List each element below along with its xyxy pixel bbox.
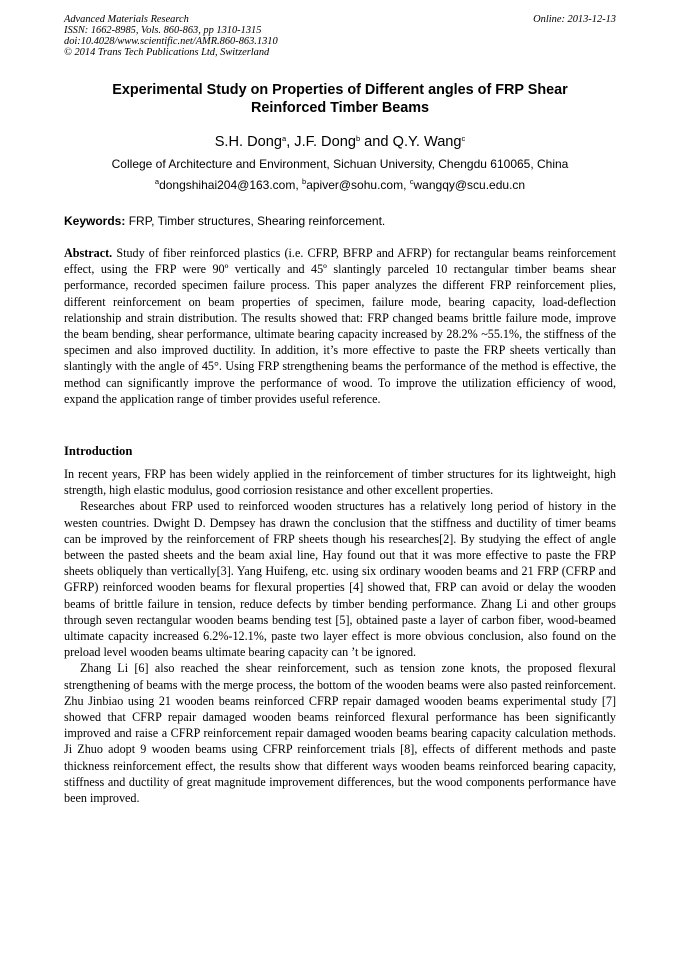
author-2: J.F. Dong <box>294 134 356 150</box>
author-separator: and <box>360 134 393 150</box>
email-1[interactable]: dongshihai204@163.com <box>159 178 296 192</box>
keywords <box>64 214 616 229</box>
email-separator: , <box>295 178 303 192</box>
email-list <box>64 178 616 193</box>
doi-line[interactable]: doi:10.4028/www.scientific.net/AMR.860-863.1310 <box>64 36 278 47</box>
abstract-label: Abstract. <box>64 246 113 260</box>
issn-line: ISSN: 1662-8985, Vols. 860-863, pp 1310-1315 <box>64 25 262 36</box>
email-2[interactable]: apiver@sohu.com <box>306 178 404 192</box>
author-3: Q.Y. Wang <box>392 134 462 150</box>
online-date: Online: 2013-12-13 <box>533 14 616 25</box>
copyright-line: © 2014 Trans Tech Publications Ltd, Switzerland <box>64 47 270 58</box>
paper-title <box>64 81 616 117</box>
email-separator: , <box>403 178 410 192</box>
author-separator: , <box>286 134 295 150</box>
email-3[interactable]: wangqy@scu.edu.cn <box>413 178 526 192</box>
title-line-2: Reinforced Timber Beams <box>250 100 430 116</box>
email-3-mark: c <box>409 177 414 186</box>
journal-name: Advanced Materials Research <box>64 14 189 25</box>
author-2-affil-mark: b <box>355 134 361 143</box>
affiliation: College of Architecture and Environment, Sichuan University, Chengdu 610065, China <box>111 157 569 171</box>
paragraph: Researches about FRP used to reinforced wooden structures has a relatively long period of history in the westen countries. Dwight D. Dempsey has drawn the conclusion that the stiffness and ductility of timer beams can be improved by the reinforcement of FRP sheets though his researches[2]. By studying the effect of angle between the pasted sheets and the beam axial line, Hay found out that it was more effective to paste the FRP sheets obliquely than vertically[3]. Yang Huifeng, etc. using six ordinary wooden beams and 21 FRP (CFRP and GFRP) reinforced wooden beams for flexural properties [4] showed that, FRP can avoid or delay the wooden beams of brittle failure in tension, reduce defects by timber bending performance. Zhang Li and other groups through seven rectangular wooden beams bending test [5], obtained paste a layer of carbon fiber, wood-beamed ultimate capacity increased 6.2%-12.1%, paste two layer effect is more obvious conclusion, also found on the preload level wooden beams ultimate bearing capacity can ’t be ignored. <box>64 499 616 660</box>
keywords-label: Keywords: <box>64 214 126 228</box>
running-header <box>64 14 616 58</box>
abstract-text: Study of fiber reinforced plastics (i.e. CFRP, BFRP and AFRP) for rectangular beams reinforcement effect, using the FRP were 90º vertically and 45º slantingly parceled 10 rectangular timber beams shear performance, recorded specimen failure process. This paper analyzes the different FRP reinforcement plies, different reinforcement on beam properties of specimen, failure mode, bearing capacity, load-deflection relationship and strain distribution. The results showed that: FRP changed beams brittle failure mode, improve the beam bending, shear performance, ultimate bearing capacity increased by 28.2% ~55.1%, the stiffness of the specimen and also improved ductility. In addition, it’s more effective to paste the FRP sheets vertically than slantingly with the angle of 45°. Using FRP strengthening beams the performance of the method is effective, the method can significantly improve the performance of wood. To improve the utilization efficiency of wood, expand the application range of timber provides useful reference. <box>64 246 616 406</box>
paragraph: Zhang Li [6] also reached the shear reinforcement, such as tension zone knots, the proposed flexural strengthening of beams with the merge process, the bottom of the wooden beams were also pasted reinforcement. Zhu Jinbiao using 21 wooden beams reinforced CFRP repair damaged wooden beams experimental study [7] showed that CFRP repair damaged wooden beams reinforced flexural performance has been significantly improved and raise a CFRP reinforcement repair damaged wooden beams bearing capacity calculation methods. Ji Zhuo adopt 9 wooden beams using CFRP reinforcement trials [8], effects of different methods and paste thickness reinforcement effect, the results show that different ways wooden beams reinforced bearing capacity, stiffness and ductility of great magnitude improvement differences, but the wood components performance have been improved. <box>64 661 616 806</box>
paragraph: In recent years, FRP has been widely applied in the reinforcement of timber structures for its lightweight, high strength, high elastic modulus, good corriosion resistance and other excellent properties. <box>64 467 616 498</box>
keywords-text: FRP, Timber structures, Shearing reinforcement. <box>125 214 386 228</box>
author-list <box>64 133 616 151</box>
title-line-1: Experimental Study on Properties of Different angles of FRP Shear <box>112 82 568 98</box>
email-2-mark: b <box>302 177 307 186</box>
introduction-body <box>64 466 616 806</box>
abstract <box>64 245 616 407</box>
author-1: S.H. Dong <box>214 134 283 150</box>
author-1-affil-mark: a <box>282 134 287 143</box>
author-3-affil-mark: c <box>461 134 466 143</box>
email-1-mark: a <box>154 177 160 186</box>
section-heading-introduction: Introduction <box>64 444 133 458</box>
